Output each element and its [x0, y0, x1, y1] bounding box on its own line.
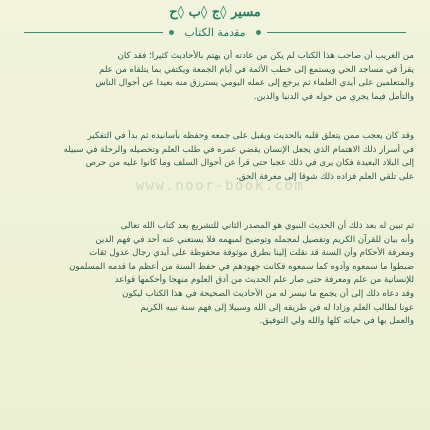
- header: [0, 3, 430, 43]
- text-line: إلى البلاد البعيدة فكان يرى في ذلك عجبا حتى قرأ عن أحوال السلف وما كانوا عليه من حرص: [85, 158, 414, 169]
- text-line: وقد دعاه ذلك إلى أن يجمع ما تيسر له من الأحاديث الصحيحة في هذا الكتاب ليكون: [122, 288, 414, 299]
- page-title: مسير ◊ج ◊ب ◊ح: [169, 5, 261, 20]
- text-line: والتأمل فيما يجري من حوله في الدنيا والدين.: [253, 91, 414, 102]
- divider-dot: [169, 30, 174, 35]
- text-line: للإنسانية من علم ومعرفة حتى صار علم الحديث من أدق العلوم منهجا وأحكمها قواعد: [114, 275, 414, 286]
- divider-line: [267, 32, 406, 33]
- text-line: والمتعلمين على أيدي العلماء ثم يرجع إلى عمله اليومي يسترزق منه بعيدا عن أحوال الناس: [95, 78, 414, 89]
- text-line: وقد كان يعجب ممن يتعلق قلبه بالحديث ويقبل على جمعه وحفظه بأسانيده ثم بدأ في التفكير: [87, 131, 414, 141]
- paragraph-2: [16, 130, 414, 184]
- divider-dot: [256, 30, 261, 35]
- text-line: في أسرار ذلك الاهتمام الذي يجعل الإنسان يقضي عمره في طلب العلم وتحصيله والرحلة في سبيله: [63, 144, 414, 155]
- text-line: يقرأ في مساجد الحي ويستمع إلى خطب الأئمة في أيام الجمعة ويكتفي بما يتلقاه من علم: [99, 64, 414, 75]
- text-line: من الغريب أن صاحب هذا الكتاب لم يكن من عادته أن يهتم بالأحاديث كثيرا؛ فقد كان: [117, 51, 414, 61]
- paragraph-1: [16, 50, 414, 104]
- divider-line: [24, 32, 163, 33]
- text-line: وأنه بيان للقرآن الكريم وتفصيل لمجمله وتوضيح لمبهمه فلا يستغني عنه أحد في فهم الدين: [95, 234, 414, 245]
- text-line: والعمل بها في حياته كلها والله ولي التوفيق.: [259, 316, 414, 327]
- text-line: ثم تبين له بعد ذلك أن الحديث النبوي هو المصدر الثاني للتشريع بعد كتاب الله تعالى: [120, 221, 414, 231]
- paragraph-3: [16, 220, 414, 329]
- subtitle-row: [24, 25, 406, 39]
- text-line: ومعرفة الأحكام وأن السنة قد نقلت إلينا بطرق موثوقة محفوظة على أيدي رجال عدول ثقات: [89, 248, 414, 259]
- page-subtitle: ﻣﻘدمة الكتاب: [184, 25, 246, 39]
- text-line: ضبطوا ما سمعوه وأدوه كما سمعوه فكانت جهودهم في حفظ السنة من أعظم ما قدمه المسلمون: [69, 261, 414, 272]
- text-line: عونا لطالب العلم وزادا له في طريقه إلى الله وسبيلا إلى فهم سنة نبيه الكريم: [140, 302, 414, 313]
- watermark: www.noor-book.com: [135, 178, 305, 194]
- text-line: على تلقي العلم فزاده ذلك شوقا إلى معرفة الحق.: [236, 171, 414, 182]
